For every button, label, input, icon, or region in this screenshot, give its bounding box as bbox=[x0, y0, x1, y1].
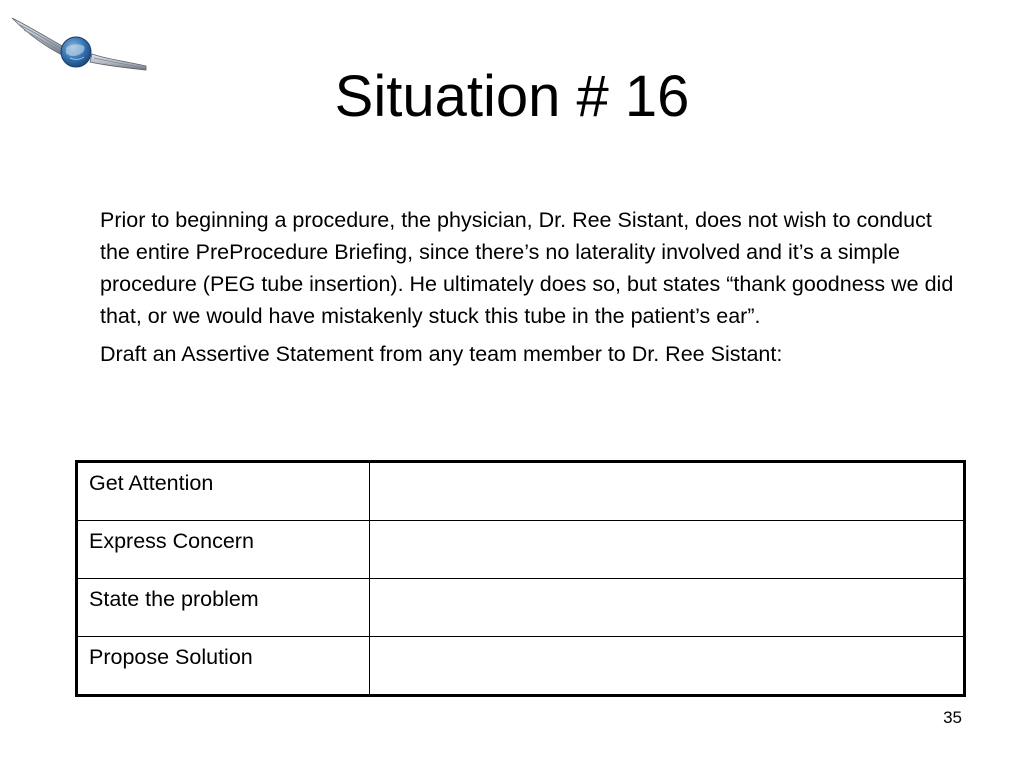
row-answer-cell bbox=[370, 579, 965, 637]
row-label: Express Concern bbox=[77, 521, 370, 579]
slide-title: Situation # 16 bbox=[334, 64, 690, 129]
instruction-text: Draft an Assertive Statement from any team member to Dr. Ree Sistant: bbox=[100, 342, 783, 366]
table-row bbox=[77, 462, 965, 521]
situation-description: Prior to beginning a procedure, the physician, Dr. Ree Sistant, does not wish to conduct the entire PreProcedure Briefing, since there’s no laterality involved and it’s a simple procedure (PEG tube insertion). He ultimately does so, but states “thank goodness we did that, or we would have mistakenly stuck this tube in the patient’s ear”. bbox=[100, 208, 954, 328]
row-label: Get Attention bbox=[77, 462, 370, 521]
row-answer-cell bbox=[370, 637, 965, 696]
row-label: State the problem bbox=[77, 579, 370, 637]
table-row bbox=[77, 579, 965, 637]
table-row bbox=[77, 521, 965, 579]
assertive-statement-table bbox=[75, 460, 966, 697]
row-answer-cell bbox=[370, 462, 965, 521]
row-answer-cell bbox=[370, 521, 965, 579]
row-label: Propose Solution bbox=[77, 637, 370, 696]
page-number: 35 bbox=[943, 708, 962, 727]
slide-body bbox=[100, 204, 960, 370]
table-row bbox=[77, 637, 965, 696]
